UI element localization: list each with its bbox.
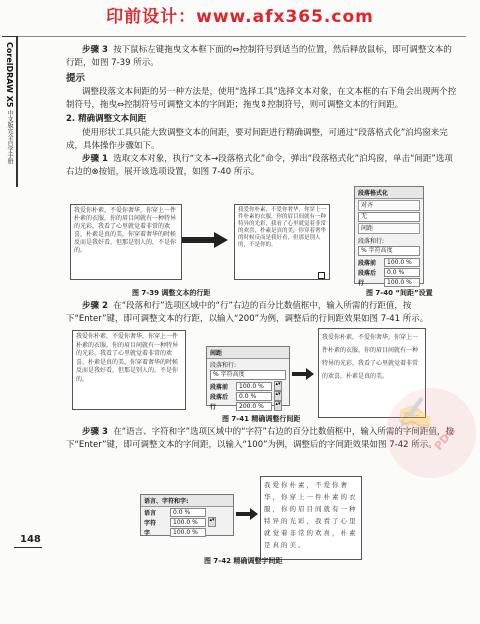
page-body xyxy=(66,44,458,179)
language-spacing-panel xyxy=(140,494,234,536)
fig41-source-text: 我爱你朴素，不爱你奢华，你穿上一件朴素的衣服，你的眉目间就有一种特异的光彩，我看了心里就觉着非常的欢喜，朴素是真的美，你穿着奢华的时候反而是我好看，但那是别人的，不是你的。 xyxy=(72,330,186,410)
word-label: 字 xyxy=(144,529,151,537)
fig42-caption: 图 7-42 精确调整字间距 xyxy=(204,557,283,565)
fig41-caption: 图 7-41 精确调整行间距 xyxy=(222,415,301,423)
stamp-text: PDG xyxy=(431,424,459,453)
line-input-41[interactable]: 200.0 % xyxy=(236,402,272,411)
stepper-icon[interactable]: ▴▾ xyxy=(208,517,216,527)
paragraph-step1: 步骤 1 选取文本对象，执行“文本→段落格式化”命令，弹出“段落格式化”泊坞窗，单击“间距”选项右边的⊗按钮，展开该选项设置，如图 7-40 所示。 xyxy=(66,154,453,177)
align-select[interactable]: 无 xyxy=(358,212,420,222)
para-line-label-41: 段落和行: xyxy=(210,361,237,369)
arrow-right-icon xyxy=(182,232,228,248)
before-input[interactable]: 100.0 % xyxy=(384,258,420,267)
spacing-panel xyxy=(206,346,290,411)
line-input[interactable]: 100.0 % xyxy=(384,278,420,287)
paragraph-step2: 步骤 2 在“段落和行”选项区域中的“行”右边的百分比数值框中，输入所需的行距值，按下“Enter”键，即可调整文本的行距，以输入“200”为例，调整后的行间距效果如图 7-41 所示。 xyxy=(66,301,429,324)
fig41-result-text: 我爱你朴素，不爱你奢华，你穿上一件朴素的衣服，你的眉目间就有一种特异的光彩，我看了心里就觉着非常的欢喜，朴素是真的美。 xyxy=(318,328,426,418)
spacing-panel-title: 间距 xyxy=(207,347,289,359)
docker-title: 段落格式化 xyxy=(355,187,423,199)
after-label: 段落后 xyxy=(358,269,377,277)
lang-label: 语言 xyxy=(144,509,157,517)
after-input-41[interactable]: 0.0 % xyxy=(236,392,272,401)
word-input[interactable]: 100.0 % xyxy=(170,528,206,537)
para-line-label: 段落和行: xyxy=(358,237,385,245)
stepper-icon[interactable]: ▴▾ xyxy=(274,401,282,411)
spacing-row[interactable]: 间距 xyxy=(358,223,420,234)
after-input[interactable]: 0.0 % xyxy=(384,268,420,277)
section-text: 使用形状工具只能大致调整文本的间距，要对间距进行精确调整，可通过“段落格式化”泊坞窗来完成，具体操作步骤如下。 xyxy=(66,128,448,151)
paragraph-step3: 步骤 3 按下鼠标左键拖曳文本框下面的⇔控制符号到适当的位置，然后释放鼠标，即可调整文本的行距，如图 7-39 所示。 xyxy=(66,45,452,68)
before-label-41: 段落前 xyxy=(210,383,229,391)
language-panel-title: 语言、字符和字: xyxy=(141,495,233,507)
section-heading: 2. 精确调整文本间距 xyxy=(66,114,147,124)
fig39-caption: 图 7-39 调整文本的行距 xyxy=(132,289,211,297)
resize-handle[interactable] xyxy=(318,272,325,279)
tip-text: 调整段落文本间距的另一种方法是，使用“选择工具”选择文本对象，在文本框的右下角会出现两个控制符号，拖曳⇔控制符号可调整文本的字间距；拖曳⇕控制符号，则可调整文本的行间距。 xyxy=(66,87,457,110)
before-input-41[interactable]: 100.0 % xyxy=(236,382,272,391)
sample-textbox-after: 我爱你朴素，不爱你奢华，你穿上一件朴素的衣服，你的眉目间就有一种特异的光彩，我看了心里就觉着非常的欢喜，朴素是真的美，你穿着奢华的时候反而是我好看，但那是别人的，不是你的。 xyxy=(234,204,330,280)
stepper-icon[interactable]: ▴▾ xyxy=(274,381,282,391)
header-rule xyxy=(14,36,466,37)
unit-select[interactable]: % 字符高度 xyxy=(358,246,420,256)
fig40-caption: 图 7-40 “间距”设置 xyxy=(366,289,433,297)
fig42-result-text: 我爱你朴素，不爱你奢华，你穿上一件朴素的衣服，你的眉目间就有一种特异的光彩，我看了心里就觉着非常的欢喜，朴素是真的美。 xyxy=(260,476,362,560)
char-label: 字符 xyxy=(144,519,157,527)
line-label-41: 行 xyxy=(210,403,217,411)
lang-input[interactable]: 0.0 % xyxy=(170,508,206,517)
arrow-right-icon xyxy=(292,368,314,380)
char-input[interactable]: 100.0 % xyxy=(170,518,206,527)
page-number-rule xyxy=(14,547,42,548)
before-label: 段落前 xyxy=(358,259,377,267)
stamp-calligraphy: ✍ xyxy=(396,396,434,431)
paragraph-step3b: 步骤 3 在“语言、字符和字”选项区域中的“字符”右边的百分比数值框中，输入所需的字间距值，按下“Enter”键，即可调整文本的字间距，以输入“100”为例，调整后的字间距效果如图 7-42 所示。 xyxy=(66,427,454,450)
align-row[interactable]: 对齐 xyxy=(358,200,420,211)
sample-textbox-before: 我爱你朴素，不爱你奢华，你穿上一件朴素的衣服，你的眉目间就有一种特异的光彩，我看了心里就觉着非常的欢喜，朴素是真的美，你穿着奢华的时候反而是我好看，但那是别人的，不是你的。 xyxy=(70,204,182,280)
line-label: 行 xyxy=(358,279,365,287)
tip-heading: 提示 xyxy=(66,73,86,84)
arrow-right-icon xyxy=(236,508,258,520)
page-number: 148 xyxy=(20,534,41,545)
paragraph-format-docker xyxy=(354,186,424,287)
side-book-title: CorelDRAW X5 中文版完全自学手册 xyxy=(5,42,14,165)
stepper-icon[interactable]: ▴▾ xyxy=(274,391,282,401)
after-label-41: 段落后 xyxy=(210,393,229,401)
unit-select-41[interactable]: % 字符高度 xyxy=(210,370,286,380)
watermark-header: 印前设计：www.afx365.com xyxy=(106,7,374,27)
